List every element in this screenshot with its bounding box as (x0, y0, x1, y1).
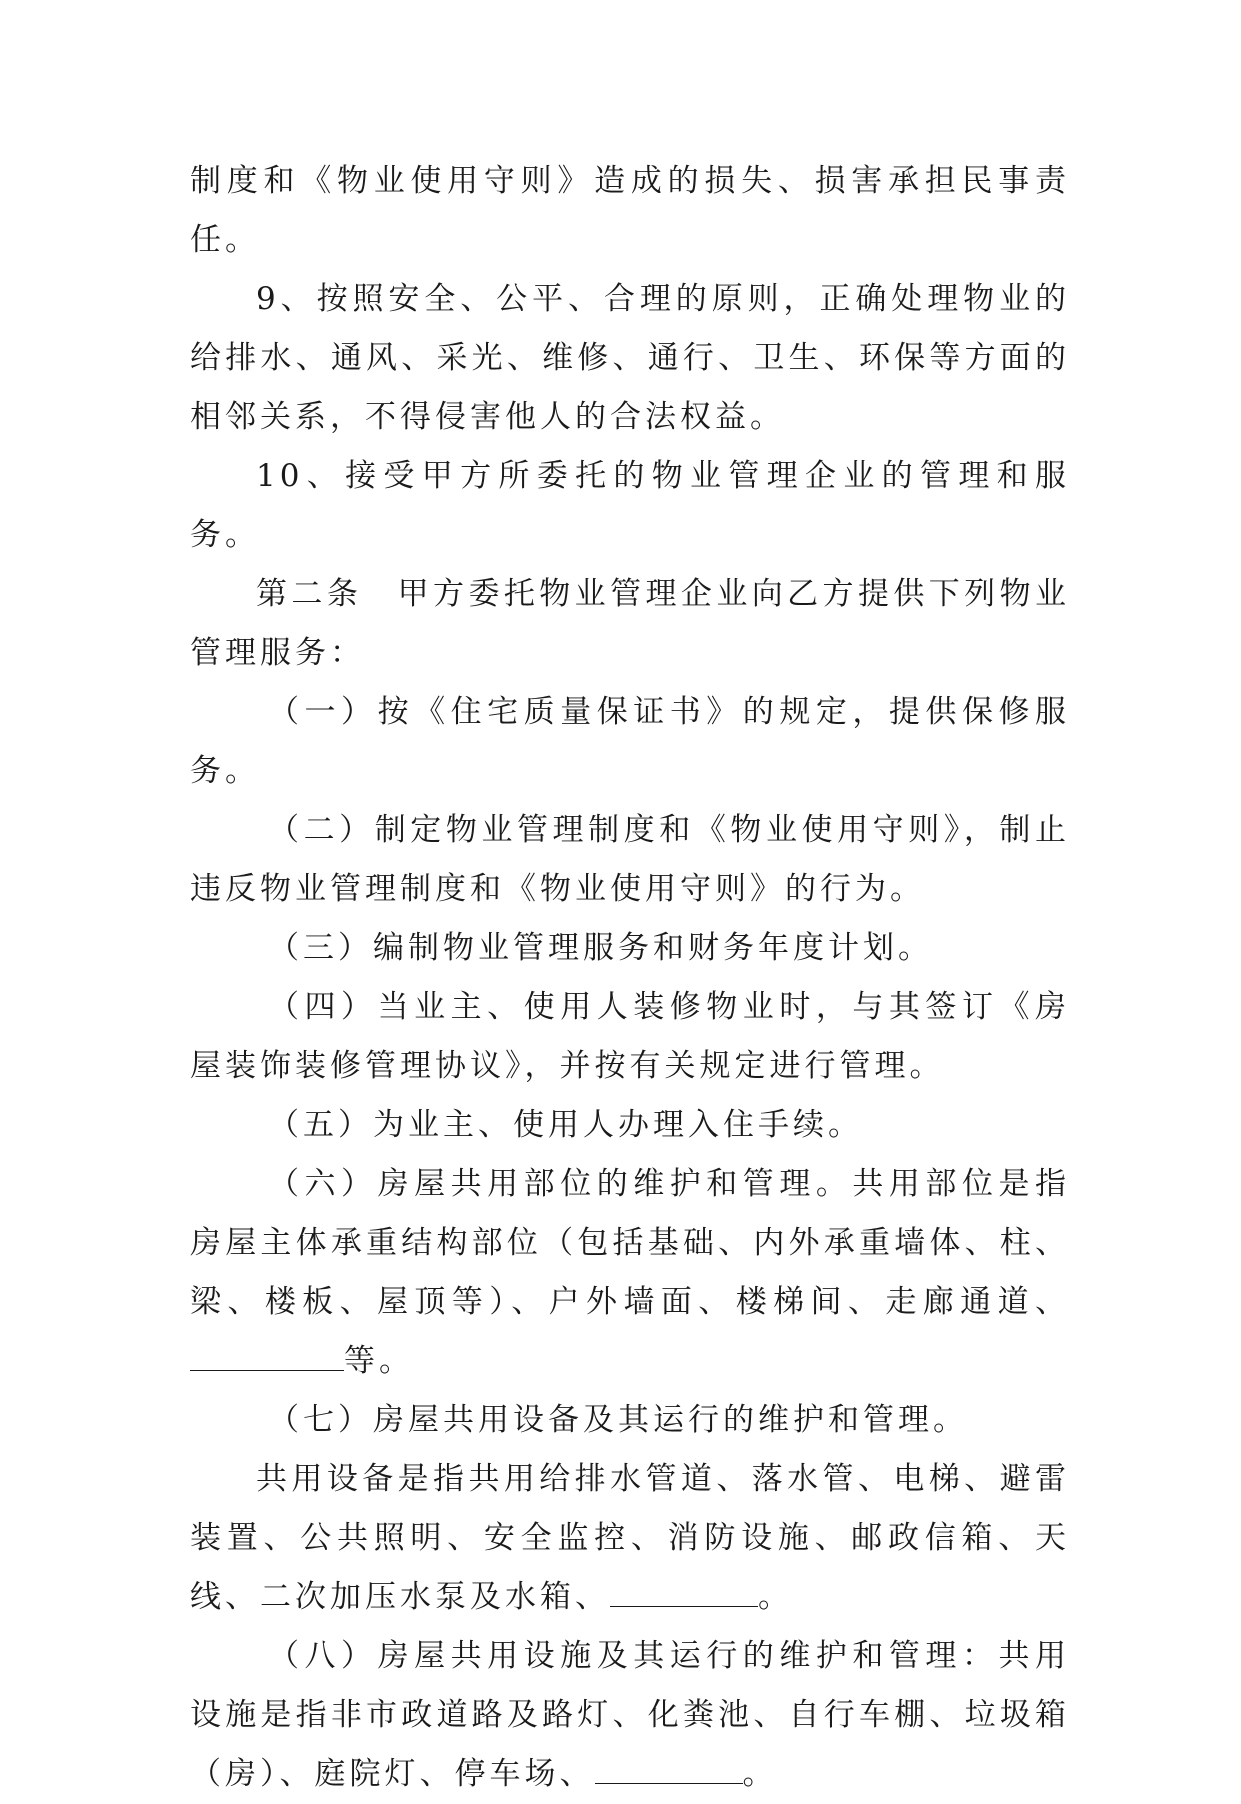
paragraph-article-2 (190, 565, 1070, 683)
paragraph-text: 共用设备是指共用给排水管道、落水管、电梯、避雷装置、公共照明、安全监控、消防设施、邮政信箱、天线、二次加压水泵及水箱、 (190, 1461, 1070, 1615)
paragraph-civil-liability (190, 152, 1070, 270)
fill-in-blank[interactable] (595, 1759, 743, 1784)
paragraph-clause-1 (190, 683, 1070, 801)
paragraph-text: （五）为业主、使用人办理入住手续。 (268, 1107, 863, 1143)
paragraph-clause-4 (190, 978, 1070, 1096)
paragraph-text: 。 (758, 1579, 793, 1615)
paragraph-clause-7 (190, 1391, 1070, 1450)
paragraph-text: （七）房屋共用设备及其运行的维护和管理。 (268, 1402, 968, 1438)
paragraph-clause-8 (190, 1627, 1070, 1804)
paragraph-shared-equipment (190, 1450, 1070, 1627)
paragraph-text: 制度和《物业使用守则》造成的损失、损害承担民事责任。 (190, 163, 1070, 258)
paragraph-item-9 (190, 270, 1070, 447)
fill-in-blank[interactable] (610, 1582, 758, 1607)
paragraph-clause-5 (190, 1096, 1070, 1155)
paragraph-text: （三）编制物业管理服务和财务年度计划。 (268, 930, 933, 966)
paragraph-text: （一）按《住宅质量保证书》的规定，提供保修服务。 (190, 694, 1070, 789)
paragraph-text: （六）房屋共用部位的维护和管理。共用部位是指房屋主体承重结构部位（包括基础、内外承重墙体、柱、梁、楼板、屋顶等）、户外墙面、楼梯间、走廊通道、 (190, 1166, 1070, 1320)
paragraph-text: （二）制定物业管理制度和《物业使用守则》，制止违反物业管理制度和《物业使用守则》的行为。 (190, 812, 1070, 907)
paragraph-clause-3 (190, 919, 1070, 978)
document-body (190, 152, 1070, 1804)
paragraph-text: 9、按照安全、公平、合理的原则，正确处理物业的给排水、通风、采光、维修、通行、卫生、环保等方面的相邻关系，不得侵害他人的合法权益。 (190, 281, 1070, 435)
paragraph-text: （四）当业主、使用人装修物业时，与其签订《房屋装饰装修管理协议》，并按有关规定进行管理。 (190, 989, 1070, 1084)
fill-in-blank[interactable] (190, 1346, 344, 1371)
paragraph-clause-6 (190, 1155, 1070, 1391)
paragraph-text: 10、接受甲方所委托的物业管理企业的管理和服务。 (190, 458, 1070, 553)
paragraph-item-10 (190, 447, 1070, 565)
paragraph-text: 第二条 甲方委托物业管理企业向乙方提供下列物业管理服务： (190, 576, 1070, 671)
paragraph-clause-2 (190, 801, 1070, 919)
paragraph-text: 等。 (344, 1343, 414, 1379)
paragraph-text: 。 (742, 1756, 778, 1792)
paragraph-text: （八）房屋共用设施及其运行的维护和管理：共用设施是指非市政道路及路灯、化粪池、自行车棚、垃圾箱（房）、庭院灯、停车场、 (190, 1638, 1070, 1792)
